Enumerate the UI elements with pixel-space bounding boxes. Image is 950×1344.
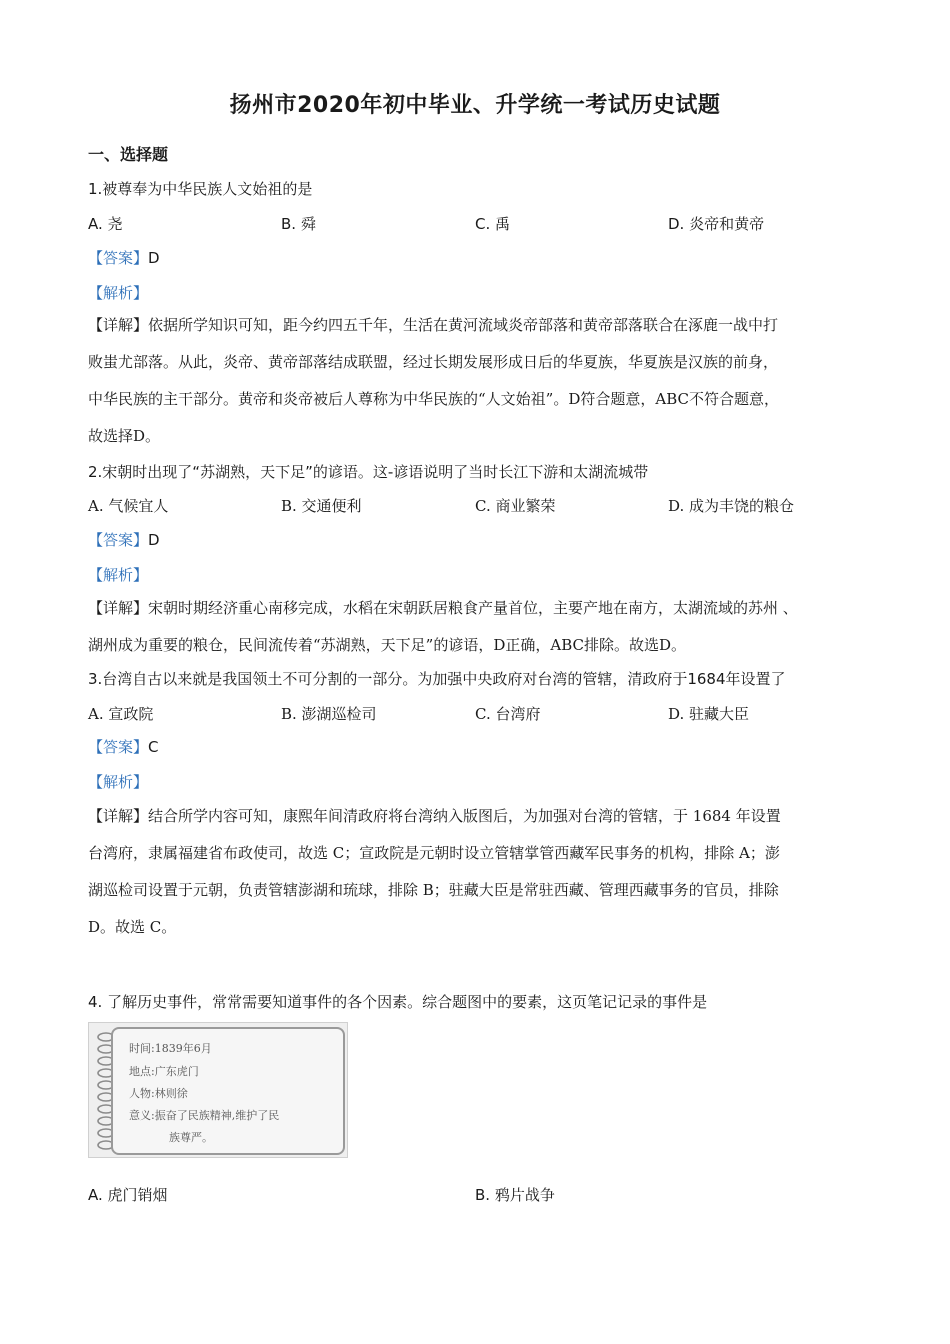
q3-option-b: B. 澎湖巡检司 <box>281 705 377 723</box>
answer-label: 【答案】 <box>88 249 149 267</box>
note-significance: 意义:振奋了民族精神,维护了民 <box>129 1109 280 1122</box>
q2-answer-value: D <box>148 531 160 549</box>
q2-analysis: 【解析】 <box>88 566 149 584</box>
q3-answer: 【答案】C <box>88 738 159 756</box>
note-place: 地点:广东虎门 <box>129 1065 199 1078</box>
q2-option-c: C. 商业繁荣 <box>475 497 556 515</box>
note-significance-cont: 族尊严。 <box>169 1131 213 1144</box>
page-title: 扬州市2020年初中毕业、升学统一考试历史试题 <box>229 93 721 118</box>
q1-analysis <box>88 282 148 303</box>
question-2-stem: 2.宋朝时出现了“苏湖熟，天下足”的谚语。这-谚语说明了当时长江下游和太湖流城带 <box>88 463 649 481</box>
q2-option-b: B. 交通便利 <box>281 497 362 515</box>
q3-answer-value: C <box>148 738 159 756</box>
analysis-label: 【解析】 <box>88 284 149 302</box>
q1-answer <box>88 247 160 268</box>
q1-option-a: A. 尧 <box>88 215 123 233</box>
question-1-stem: 1.被尊奉为中华民族人文始祖的是 <box>88 180 313 198</box>
note-person: 人物:林则徐 <box>129 1087 188 1100</box>
q1-detail: 【详解】依据所学知识可知，距今约四五千年，生活在黄河流域炎帝部落和黄帝部落联合在涿鹿一战中打 败蚩尤部落。从此，炎帝、黄帝部落结成联盟，经过长期发展形成日后的华夏族，华夏族是汉族的前身， 中华民族的主干部分。黄帝和炎帝被后人尊称为中华民族的“人文始祖”。D符合题意，ABC不符合题意， 故选择D。 <box>88 316 779 445</box>
q3-detail: 【详解】结合所学内容可知，康熙年间清政府将台湾纳入版图后，为加强对台湾的管辖，于 1684 年设置 台湾府，隶属福建省布政使司，故选 C；宣政院是元朝时设立管辖掌管西藏军民事务的机构，排除 A；澎 湖巡检司设置于元朝，负责管辖澎湖和琉球，排除 B；驻藏大臣是常驻西藏、管理西藏事务的官员，排除 D。故选 C。 <box>88 807 781 936</box>
q2-detail: 【详解】宋朝时期经济重心南移完成，水稻在宋朝跃居粮食产量首位，主要产地在南方，太湖流域的苏州 、 湖州成为重要的粮仓，民间流传着“苏湖熟，天下足”的谚语，D正确，ABC排除。故选D。 <box>88 599 798 654</box>
q3-analysis: 【解析】 <box>88 773 149 791</box>
q3-option-a: A. 宣政院 <box>88 705 154 723</box>
q2-answer: 【答案】D <box>88 531 160 549</box>
detail-label: 【详解】 <box>88 316 149 334</box>
q4-option-a: A. 虎门销烟 <box>88 1186 168 1204</box>
question-4-stem: 4. 了解历史事件，常常需要知道事件的各个因素。综合题图中的要素，这页笔记记录的事件是 <box>88 993 708 1011</box>
q2-option-d: D. 成为丰饶的粮仓 <box>668 497 795 515</box>
note-time: 时间:1839年6月 <box>129 1042 212 1055</box>
q1-option-b: B. 舜 <box>281 215 316 233</box>
q3-option-c: C. 台湾府 <box>475 705 541 723</box>
section-heading: 一、选择题 <box>88 145 169 164</box>
q4-option-b: B. 鸦片战争 <box>475 1186 555 1204</box>
q1-answer-value: D <box>148 249 160 267</box>
q1-option-d: D. 炎帝和黄帝 <box>668 215 765 233</box>
notebook-image <box>88 1022 348 1158</box>
question-3-stem: 3.台湾自古以来就是我国领土不可分割的一部分。为加强中央政府对台湾的管辖，清政府于1684年设置了 <box>88 670 786 688</box>
q1-option-c: C. 禹 <box>475 215 511 233</box>
q2-option-a: A. 气候宜人 <box>88 497 169 515</box>
q3-option-d: D. 驻藏大臣 <box>668 705 750 723</box>
